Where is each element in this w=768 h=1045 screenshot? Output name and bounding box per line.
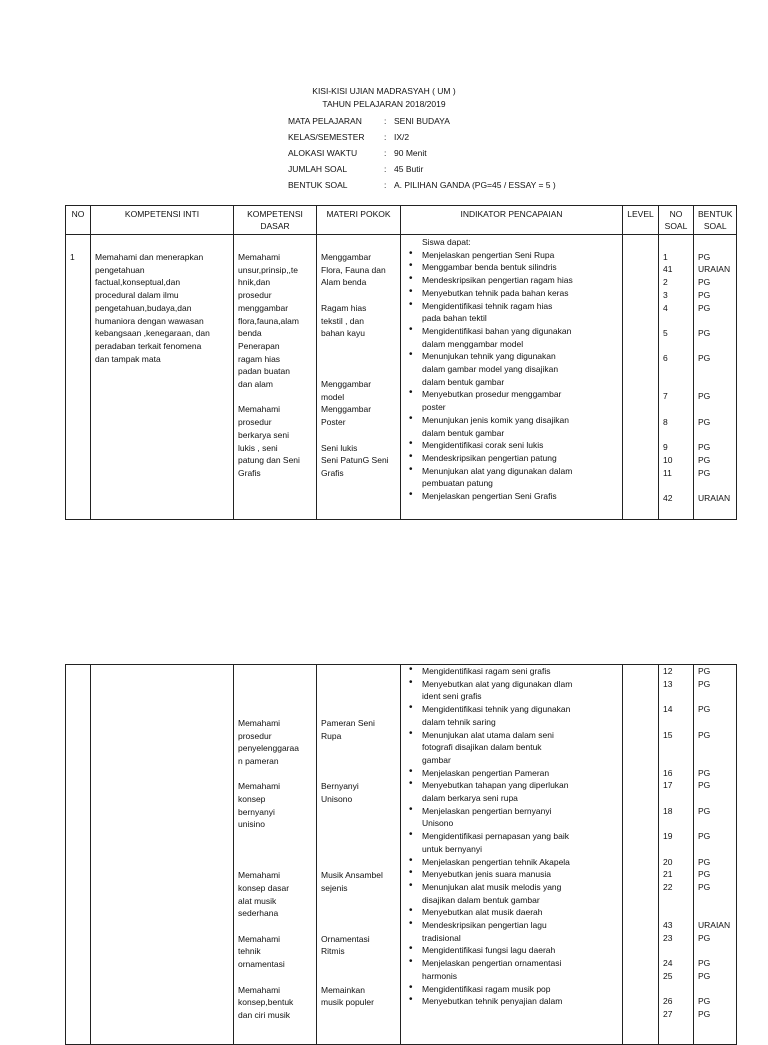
materi-line: musik populer xyxy=(321,997,374,1008)
kompetensi-dasar-line: ornamentasi xyxy=(238,959,285,970)
bentuk-soal-value: URAIAN xyxy=(698,493,731,504)
no-soal-value: 43 xyxy=(663,920,673,931)
bentuk-soal-value xyxy=(698,378,732,391)
no-soal-value: 19 xyxy=(663,831,673,842)
bentuk-soal-value: PG xyxy=(698,869,711,880)
materi-line xyxy=(321,666,396,679)
indikator-item: • Menjelaskan pengertian tehnik Akapela xyxy=(405,856,618,869)
meta-value: SENI BUDAYA xyxy=(394,116,450,126)
bentuk-soal-value xyxy=(698,479,732,492)
kompetensi-inti-line: peradaban terkait fenomena xyxy=(95,340,202,351)
no-soal-cell xyxy=(659,665,694,1045)
kompetensi-dasar-line: unsur,prinsip,,te xyxy=(238,264,299,275)
kompetensi-dasar-line: flora,fauna,alam xyxy=(238,315,299,326)
bentuk-soal-value xyxy=(698,944,732,957)
kompetensi-dasar-line: Memahami xyxy=(238,781,281,792)
level-cell xyxy=(623,665,659,1045)
bentuk-soal-value xyxy=(698,716,732,729)
bentuk-soal-cell xyxy=(694,235,737,520)
materi-line xyxy=(321,806,396,819)
no-soal-value: 21 xyxy=(663,869,673,880)
indikator-item: • Menyebutkan tehnik pada bahan keras xyxy=(405,287,618,300)
meta-value: IX/2 xyxy=(394,132,410,142)
bentuk-soal-value: PG xyxy=(698,277,711,288)
materi-line xyxy=(321,755,396,768)
bentuk-soal-value: PG xyxy=(698,970,711,981)
row-number xyxy=(66,665,91,1045)
kompetensi-dasar-line: sederhana xyxy=(238,908,279,919)
indikator-item: • Mendeskripsikan pengertian patung xyxy=(405,452,618,465)
meta-colon: : xyxy=(384,148,387,158)
bentuk-soal-value: PG xyxy=(698,805,711,816)
bentuk-soal-value: URAIAN xyxy=(698,920,731,931)
materi-line xyxy=(321,365,396,378)
materi-line: bahan kayu xyxy=(321,328,365,339)
materi-line: Ragam hias xyxy=(321,302,367,313)
kompetensi-dasar-line: Penerapan xyxy=(238,340,280,351)
materi-line xyxy=(321,818,396,831)
bentuk-soal-value: PG xyxy=(698,856,711,867)
materi-line xyxy=(321,704,396,717)
materi-line xyxy=(321,429,396,442)
kompetensi-dasar-line: penyelenggaraa xyxy=(238,743,299,754)
indikator-item: • Mengidentifikasi ragam seni grafis xyxy=(405,665,618,678)
materi-line xyxy=(321,831,396,844)
document-title: KISI-KISI UJIAN MADRASYAH ( UM ) xyxy=(312,86,456,96)
kompetensi-dasar-line: n pameran xyxy=(238,755,279,766)
meta-colon: : xyxy=(384,164,387,174)
indikator-item: • Mengidentifikasi ragam musik pop xyxy=(405,983,618,996)
no-soal-value: 1 xyxy=(663,251,668,262)
indikator-intro: Siswa dapat: xyxy=(422,237,471,247)
kompetensi-inti-line: procedural dalam ilmu xyxy=(95,290,179,301)
kompetensi-dasar-line: Memahami xyxy=(238,870,281,881)
meta-colon: : xyxy=(384,180,387,190)
bentuk-soal-value: PG xyxy=(698,1008,711,1019)
kompetensi-dasar-line: Memahami xyxy=(238,984,281,995)
no-soal-value xyxy=(663,340,689,353)
no-soal-value: 41 xyxy=(663,264,673,275)
indikator-item: • Menjelaskan pengertian Seni Grafis xyxy=(405,490,618,503)
no-soal-value: 5 xyxy=(663,327,668,338)
kompetensi-inti-line: kebangsaan ,kenegaraan, dan xyxy=(95,328,210,339)
bentuk-soal-value: PG xyxy=(698,454,711,465)
bentuk-soal-value xyxy=(698,817,732,830)
row-number: 1 xyxy=(66,235,91,520)
no-soal-value xyxy=(663,792,689,805)
bentuk-soal-value xyxy=(698,754,732,767)
bentuk-soal-value xyxy=(698,843,732,856)
meta-value: 90 Menit xyxy=(394,148,427,158)
materi-line: Grafis xyxy=(321,467,344,478)
no-soal-value: 13 xyxy=(663,678,673,689)
kompetensi-dasar-line: Memahami xyxy=(238,717,281,728)
indikator-item: • Menyebutkan jenis suara manusia xyxy=(405,868,618,881)
kompetensi-dasar-line: hnik,dan xyxy=(238,277,271,288)
materi-line: Flora, Fauna dan xyxy=(321,264,386,275)
no-soal-value xyxy=(663,944,689,957)
col-bentuk-soal: BENTUK SOAL xyxy=(694,206,737,235)
indikator-item: • Mendeskripsikan pengertian ragam hias xyxy=(405,274,618,287)
kompetensi-dasar-line: alat musik xyxy=(238,895,277,906)
indikator-item: • Menjelaskan pengertian Seni Rupa xyxy=(405,249,618,262)
indikator-item: • Mengidentifikasi tehnik ragam hias pada bahan tektil xyxy=(405,300,618,325)
indikator-item: • Menyebutkan tehnik penyajian dalam xyxy=(405,995,618,1008)
bentuk-soal-value: PG xyxy=(698,881,711,892)
no-soal-value: 18 xyxy=(663,805,673,816)
kisi-kisi-table-1 xyxy=(65,205,737,520)
bentuk-soal-cell xyxy=(694,665,737,1045)
col-materi-pokok: MATERI POKOK xyxy=(317,206,401,235)
indikator-item: • Menyebutkan alat yang digunakan dlam ident seni grafis xyxy=(405,678,618,703)
kompetensi-dasar-line: prosedur xyxy=(238,290,272,301)
bentuk-soal-value xyxy=(698,340,732,353)
no-soal-value xyxy=(663,843,689,856)
no-soal-value: 27 xyxy=(663,1008,673,1019)
bentuk-soal-value: PG xyxy=(698,289,711,300)
kompetensi-dasar-line: dan ciri musik xyxy=(238,1009,290,1020)
col-indikator: INDIKATOR PENCAPAIAN xyxy=(401,206,623,235)
bentuk-soal-value: PG xyxy=(698,467,711,478)
no-soal-value xyxy=(663,314,689,327)
kompetensi-dasar-line: Memahami xyxy=(238,252,281,262)
materi-line: Seni lukis xyxy=(321,442,358,453)
col-kompetensi-dasar: KOMPETENSI DASAR xyxy=(234,206,317,235)
bentuk-soal-value: PG xyxy=(698,767,711,778)
indikator-item: • Menunjukan alat musik melodis yang disajikan dalam bentuk gambar xyxy=(405,881,618,906)
materi-line xyxy=(321,844,396,857)
kompetensi-dasar-line: benda xyxy=(238,328,262,339)
no-soal-value: 8 xyxy=(663,416,668,427)
kompetensi-dasar-line xyxy=(238,768,312,781)
indikator-item: • Menjelaskan pengertian Pameran xyxy=(405,767,618,780)
materi-line xyxy=(321,742,396,755)
no-soal-value xyxy=(663,238,689,251)
indikator-item: • Menyebutkan prosedur menggambar poster xyxy=(405,388,618,413)
kompetensi-dasar-line: tehnik xyxy=(238,946,261,957)
no-soal-value xyxy=(663,754,689,767)
bentuk-soal-value xyxy=(698,429,732,442)
bentuk-soal-value: PG xyxy=(698,996,711,1007)
bentuk-soal-value: PG xyxy=(698,958,711,969)
materi-line xyxy=(321,895,396,908)
indikator-item: • Menggambar benda bentuk silindris xyxy=(405,261,618,274)
bentuk-soal-value xyxy=(698,983,732,996)
materi-line xyxy=(321,679,396,692)
bentuk-soal-value: PG xyxy=(698,251,711,262)
kompetensi-inti-line: pengetahuan xyxy=(95,264,145,275)
materi-line: Menggambar xyxy=(321,404,372,415)
bentuk-soal-value xyxy=(698,238,732,251)
materi-line: Rupa xyxy=(321,730,342,741)
materi-line: tekstil , dan xyxy=(321,315,364,326)
indikator-item: • Menyebutkan tahapan yang diperlukan dalam berkarya seni rupa xyxy=(405,779,618,804)
materi-line: Memainkan xyxy=(321,984,365,995)
indikator-item: • Menunjukan alat utama dalam seni fotografi disajikan dalam bentuk gambar xyxy=(405,729,618,767)
table-row xyxy=(66,235,737,520)
kompetensi-dasar-line: konsep,bentuk xyxy=(238,997,294,1008)
kompetensi-dasar-line xyxy=(238,666,312,679)
no-soal-value xyxy=(663,690,689,703)
kompetensi-dasar-line xyxy=(238,391,312,404)
kompetensi-dasar-line: patung dan Seni xyxy=(238,455,300,466)
bentuk-soal-value: PG xyxy=(698,302,711,313)
materi-line: Ornamentasi xyxy=(321,933,370,944)
bentuk-soal-value: PG xyxy=(698,729,711,740)
materi-line: Unisono xyxy=(321,794,353,805)
materi-line: Seni PatunG Seni xyxy=(321,455,389,466)
kompetensi-inti-line: humaniora dengan wawasan xyxy=(95,315,204,326)
indikator-item: • Menunjukan alat yang digunakan dalam pembuatan patung xyxy=(405,465,618,490)
materi-line: Bernyanyi xyxy=(321,781,359,792)
materi-line xyxy=(321,920,396,933)
meta-colon: : xyxy=(384,116,387,126)
materi-line xyxy=(321,857,396,870)
no-soal-value: 11 xyxy=(663,467,672,478)
bentuk-soal-value xyxy=(698,741,732,754)
bentuk-soal-value: PG xyxy=(698,678,711,689)
document-subtitle: TAHUN PELAJARAN 2018/2019 xyxy=(322,99,446,109)
kompetensi-dasar-line xyxy=(238,844,312,857)
bentuk-soal-value xyxy=(698,314,732,327)
no-soal-value: 15 xyxy=(663,729,673,740)
no-soal-value: 12 xyxy=(663,666,673,676)
kompetensi-dasar-line xyxy=(238,831,312,844)
meta-label: KELAS/SEMESTER xyxy=(288,132,365,142)
kompetensi-inti-line: pengetahuan,budaya,dan xyxy=(95,302,192,313)
materi-pokok-cell xyxy=(317,235,401,520)
indikator-item: • Menjelaskan pengertian bernyanyi Unisono xyxy=(405,805,618,830)
kompetensi-inti-line: Memahami dan menerapkan xyxy=(95,252,204,262)
bentuk-soal-value: PG xyxy=(698,831,711,842)
bentuk-soal-value: PG xyxy=(698,666,711,676)
indikator-item: • Mengidentifikasi tehnik yang digunakan dalam tehnik saring xyxy=(405,703,618,728)
meta-colon: : xyxy=(384,132,387,142)
materi-line: Ritmis xyxy=(321,946,345,957)
kompetensi-dasar-line xyxy=(238,704,312,717)
col-kompetensi-inti: KOMPETENSI INTI xyxy=(91,206,234,235)
materi-line xyxy=(321,289,396,302)
meta-value: A. PILIHAN GANDA (PG=45 / ESSAY = 5 ) xyxy=(394,180,556,190)
no-soal-value: 20 xyxy=(663,856,673,867)
bentuk-soal-value xyxy=(698,403,732,416)
indikator-item: • Menunjukan jenis komik yang disajikan dalam bentuk gambar xyxy=(405,414,618,439)
indikator-item: • Mengidentifikasi bahan yang digunakan dalam menggambar model xyxy=(405,325,618,350)
no-soal-value: 6 xyxy=(663,353,668,364)
kompetensi-dasar-line: padan buatan xyxy=(238,366,290,377)
no-soal-value: 9 xyxy=(663,442,668,453)
kompetensi-dasar-line xyxy=(238,679,312,692)
kompetensi-dasar-cell xyxy=(234,235,317,520)
col-no-soal: NO SOAL xyxy=(659,206,694,235)
bentuk-soal-value xyxy=(698,792,732,805)
kompetensi-inti-line: dan tampak mata xyxy=(95,353,161,364)
kompetensi-dasar-line: Grafis xyxy=(238,467,261,478)
table-row xyxy=(66,665,737,1045)
kompetensi-inti-line: factual,konseptual,dan xyxy=(95,277,181,288)
no-soal-value xyxy=(663,403,689,416)
no-soal-value xyxy=(663,906,689,919)
materi-line: Pameran Seni xyxy=(321,717,375,728)
no-soal-value: 22 xyxy=(663,881,673,892)
indikator-item: • Mengidentifikasi corak seni lukis xyxy=(405,439,618,452)
kompetensi-dasar-line: prosedur xyxy=(238,730,272,741)
meta-label: ALOKASI WAKTU xyxy=(288,148,358,158)
no-soal-value: 10 xyxy=(663,454,673,465)
bentuk-soal-value: PG xyxy=(698,416,711,427)
no-soal-value xyxy=(663,378,689,391)
materi-line: model xyxy=(321,391,345,402)
no-soal-value xyxy=(663,716,689,729)
no-soal-value xyxy=(663,983,689,996)
bentuk-soal-value xyxy=(698,690,732,703)
meta-label: MATA PELAJARAN xyxy=(288,116,362,126)
kompetensi-dasar-line: konsep dasar xyxy=(238,882,290,893)
col-no: NO xyxy=(66,206,91,235)
kompetensi-dasar-line xyxy=(238,857,312,870)
materi-line xyxy=(321,768,396,781)
level-cell xyxy=(623,235,659,520)
kompetensi-dasar-line xyxy=(238,691,312,704)
materi-line: Poster xyxy=(321,417,346,428)
kompetensi-dasar-line: ragam hias xyxy=(238,353,281,364)
kompetensi-dasar-line: Memahami xyxy=(238,933,281,944)
materi-pokok-cell xyxy=(317,665,401,1045)
indikator-item: • Menyebutkan alat musik daerah xyxy=(405,906,618,919)
bentuk-soal-value xyxy=(698,906,732,919)
kompetensi-dasar-line xyxy=(238,920,312,933)
indikator-cell xyxy=(401,235,623,520)
meta-label: BENTUK SOAL xyxy=(288,180,348,190)
bentuk-soal-value: PG xyxy=(698,327,711,338)
indikator-item: • Mengidentifikasi pernapasan yang baik untuk bernyanyi xyxy=(405,830,618,855)
materi-line: Musik Ansambel xyxy=(321,870,383,881)
no-soal-value: 42 xyxy=(663,493,673,504)
materi-line: Menggambar xyxy=(321,379,372,390)
bentuk-soal-value xyxy=(698,365,732,378)
kompetensi-dasar-cell xyxy=(234,665,317,1045)
kompetensi-dasar-line: prosedur xyxy=(238,417,272,428)
kompetensi-dasar-line xyxy=(238,971,312,984)
indikator-cell xyxy=(401,665,623,1045)
materi-line xyxy=(321,340,396,353)
materi-line: Alam benda xyxy=(321,277,367,288)
no-soal-value: 24 xyxy=(663,958,673,969)
materi-line: Menggambar xyxy=(321,252,372,262)
no-soal-value: 23 xyxy=(663,932,673,943)
no-soal-value xyxy=(663,817,689,830)
no-soal-value: 4 xyxy=(663,302,668,313)
no-soal-value: 3 xyxy=(663,289,668,300)
bentuk-soal-value: PG xyxy=(698,391,711,402)
materi-line xyxy=(321,958,396,971)
materi-line xyxy=(321,691,396,704)
kompetensi-dasar-line: menggambar xyxy=(238,302,289,313)
kompetensi-dasar-line: berkarya seni xyxy=(238,429,290,440)
no-soal-value xyxy=(663,365,689,378)
bentuk-soal-value: PG xyxy=(698,704,711,715)
materi-line xyxy=(321,353,396,366)
bentuk-soal-value: PG xyxy=(698,353,711,364)
kompetensi-dasar-line: unisino xyxy=(238,819,265,830)
bentuk-soal-value: PG xyxy=(698,932,711,943)
indikator-item: • Menjelaskan pengertian ornamentasi harmonis xyxy=(405,957,618,982)
no-soal-value xyxy=(663,894,689,907)
no-soal-value xyxy=(663,479,689,492)
no-soal-value: 7 xyxy=(663,391,668,402)
no-soal-value xyxy=(663,741,689,754)
indikator-item: • Mengidentifikasi fungsi lagu daerah xyxy=(405,944,618,957)
kompetensi-dasar-line: dan alam xyxy=(238,379,273,390)
bentuk-soal-value: URAIAN xyxy=(698,264,731,275)
kompetensi-dasar-line: Memahami xyxy=(238,404,281,415)
materi-line: sejenis xyxy=(321,882,348,893)
materi-line xyxy=(321,971,396,984)
kisi-kisi-table-2 xyxy=(65,664,737,1045)
no-soal-value: 17 xyxy=(663,780,673,791)
no-soal-cell xyxy=(659,235,694,520)
indikator-item: • Mendeskripsikan pengertian lagu tradisional xyxy=(405,919,618,944)
no-soal-value: 25 xyxy=(663,970,673,981)
kompetensi-inti-cell xyxy=(91,665,234,1045)
no-soal-value: 2 xyxy=(663,277,668,288)
kompetensi-dasar-line: konsep xyxy=(238,794,266,805)
no-soal-value: 26 xyxy=(663,996,673,1007)
kompetensi-dasar-line: bernyanyi xyxy=(238,806,275,817)
no-soal-value xyxy=(663,429,689,442)
no-soal-value: 16 xyxy=(663,767,673,778)
bentuk-soal-value xyxy=(698,894,732,907)
kompetensi-inti-cell xyxy=(91,235,234,520)
meta-label: JUMLAH SOAL xyxy=(288,164,348,174)
bentuk-soal-value: PG xyxy=(698,442,711,453)
materi-line xyxy=(321,907,396,920)
no-soal-value: 14 xyxy=(663,704,673,715)
col-level: LEVEL xyxy=(623,206,659,235)
indikator-item: • Menunjukan tehnik yang digunakan dalam gambar model yang disajikan dalam bentuk gambar xyxy=(405,350,618,388)
bentuk-soal-value: PG xyxy=(698,780,711,791)
meta-value: 45 Butir xyxy=(394,164,424,174)
kompetensi-dasar-line: lukis , seni xyxy=(238,442,278,453)
